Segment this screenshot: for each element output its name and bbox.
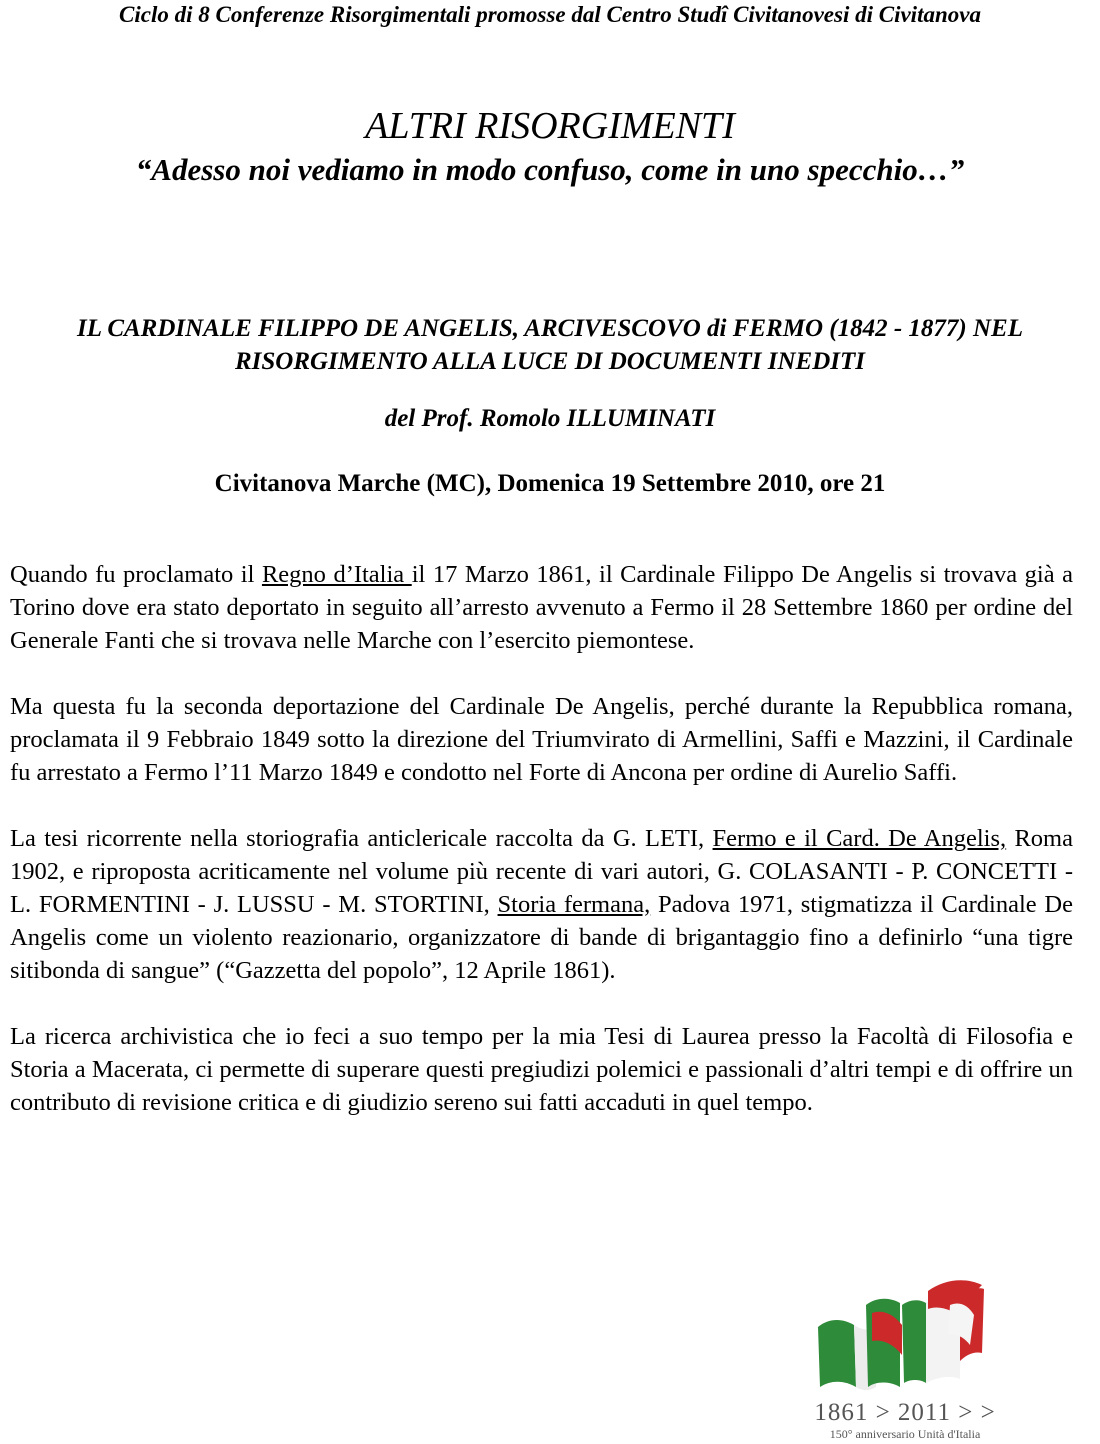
anniversary-dates: 1861 > 2011 > > xyxy=(814,1399,996,1426)
paragraph-1-text-a: Quando fu proclamato il xyxy=(10,561,262,588)
paragraph-3 xyxy=(10,822,1073,987)
talk-title-line-2: RISORGIMENTO ALLA LUCE DI DOCUMENTI INEDITI xyxy=(235,348,865,375)
talk-title-line-1: IL CARDINALE FILIPPO DE ANGELIS, ARCIVESCOVO di FERMO (1842 - 1877) NEL xyxy=(77,315,1023,342)
underlined-regno-italia: Regno d’Italia xyxy=(261,561,412,588)
conference-series-header: Ciclo di 8 Conferenze Risorgimentali promosse dal Centro Studî Civitanovesi di Civitanova xyxy=(119,2,981,27)
paragraph-1 xyxy=(10,558,1073,657)
paragraph-3-text-a: La tesi ricorrente nella storiografia anticlericale raccolta da G. LETI, xyxy=(10,825,713,852)
paragraph-4: La ricerca archivistica che io feci a suo tempo per la mia Tesi di Laurea presso la Facoltà di Filosofia e Storia a Macerata, ci permette di superare questi pregiudizi polemici e passionali d’altri tempi e di offrire un contributo di revisione critica e di giudizio sereno sui fatti accaduti in quel tempo. xyxy=(10,1023,1073,1116)
paragraph-2: Ma questa fu la seconda deportazione del Cardinale De Angelis, perché durante la Repubblica romana, proclamata il 9 Febbraio 1849 sotto la direzione del Triumvirato di Armellini, Saffi e Mazzini, il Cardinale fu arrestato a Fermo l’11 Marzo 1849 e condotto nel Forte di Ancona per ordine di Aurelio Saffi. xyxy=(10,693,1073,786)
paragraph-3-text-b: Roma 1902, e riproposta acriticamente nel volume più recente di vari autori, G. COLASANTI - P. CONCETTI - L. FORMENTINI - J. LUSSU - M. STORTINI, xyxy=(10,825,1073,918)
talk-title xyxy=(0,312,1100,378)
left-flag-green xyxy=(818,1320,856,1387)
paragraph-1-text-b: il 17 Marzo 1861, il Cardinale Filippo De Angelis si trovava già a Torino dove era stato deportato in seguito all’arresto avvenuto a Fermo il 28 Settembre 1860 per ordine del Generale Fanti che si trovava nelle Marche con l’esercito piemontese. xyxy=(10,561,1074,654)
anniversary-tagline: 150° anniversario Unità d'Italia xyxy=(829,1427,981,1441)
right-flag-green xyxy=(902,1300,926,1383)
body-text xyxy=(10,558,1073,1152)
author-line: del Prof. Romolo ILLUMINATI xyxy=(384,405,716,432)
event-details: Civitanova Marche (MC), Domenica 19 Settembre 2010, ore 21 xyxy=(214,470,886,497)
tricolor-flags-icon xyxy=(810,1275,1000,1397)
italy-150-anniversary-logo xyxy=(810,1275,1000,1440)
underlined-book-title-fermo: Fermo e il Card. De Angelis, xyxy=(712,825,1007,852)
series-motto: “Adesso noi vediamo in modo confuso, come in uno specchio…” xyxy=(135,152,965,187)
paragraph-3-text-c: Padova 1971, stigmatizza il Cardinale De Angelis come un violento reazionario, organizzatore di bande di brigantaggio fino a definirlo “una tigre sitibonda di sangue” (“Gazzetta del popolo”, 12 Aprile 1861). xyxy=(10,891,1073,984)
series-title: ALTRI RISORGIMENTI xyxy=(365,105,735,147)
underlined-book-title-storia-fermana: Storia fermana, xyxy=(497,891,651,918)
